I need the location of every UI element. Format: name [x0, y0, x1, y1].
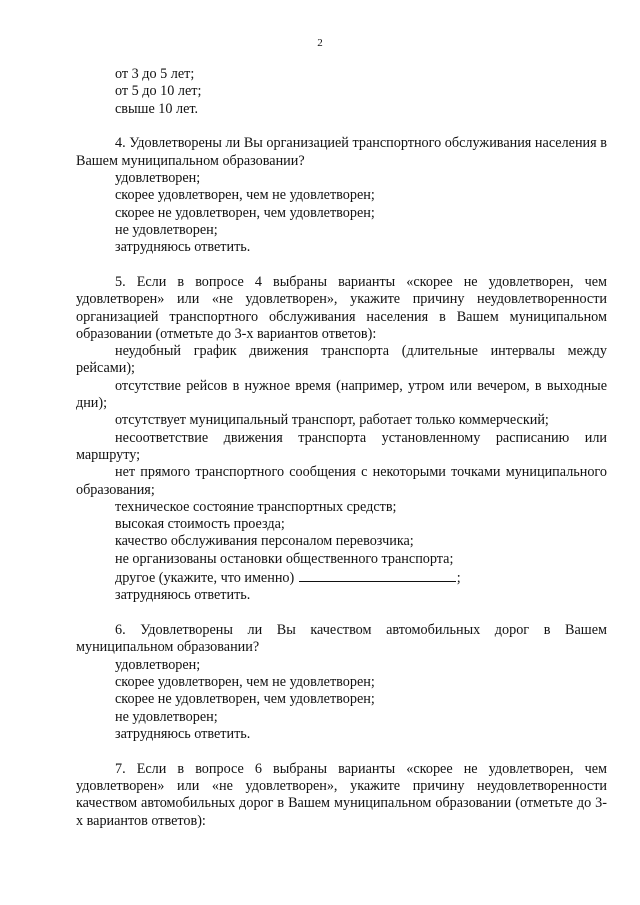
document-body — [76, 66, 607, 830]
option-item: нет прямого транспортного сообщения с некоторыми точками муниципального образования; — [76, 464, 607, 498]
option-other-suffix: ; — [456, 570, 461, 587]
section-intro-options — [76, 66, 607, 118]
question-4-text: 4. Удовлетворены ли Вы организацией транспортного обслуживания населения в Вашем муниципальном образовании? — [76, 135, 607, 169]
question-6 — [76, 622, 607, 743]
option-item: техническое состояние транспортных средств; — [115, 498, 397, 515]
question-5-text: 5. Если в вопросе 4 выбраны варианты «скорее не удовлетворен, чем удовлетворен» или «не удовлетворен», укажите причину неудовлетворенности организацией транспортного обслуживания населения в Вашем муниципальном образовании (отметьте до 3-х вариантов ответов): — [76, 273, 607, 342]
question-7-text: 7. Если в вопросе 6 выбраны варианты «скорее не удовлетворен, чем удовлетворен» или «не удовлетворен», укажите причину неудовлетворенности качеством автомобильных дорог в Вашем муниципальном образовании (отметьте до 3-х вариантов ответов): — [76, 760, 607, 829]
question-7 — [76, 761, 607, 830]
option-item: скорее не удовлетворен, чем удовлетворен; — [115, 691, 375, 708]
option-other — [76, 568, 607, 587]
option-item: от 3 до 5 лет; — [115, 66, 195, 82]
option-item: свыше 10 лет. — [115, 100, 199, 117]
other-answer-blank[interactable] — [299, 568, 456, 582]
option-other-label: другое (укажите, что именно) — [115, 570, 295, 587]
page-number: 2 — [317, 37, 323, 49]
option-item: не удовлетворен; — [115, 221, 218, 238]
option-item: скорее удовлетворен, чем не удовлетворен; — [115, 187, 375, 204]
option-item: скорее удовлетворен, чем не удовлетворен; — [115, 674, 375, 690]
option-item: несоответствие движения транспорта установленному расписанию или маршруту; — [76, 429, 607, 463]
option-item: от 5 до 10 лет; — [115, 83, 202, 100]
question-5 — [76, 274, 607, 605]
option-item: удовлетворен; — [115, 656, 201, 673]
question-6-text: 6. Удовлетворены ли Вы качеством автомобильных дорог в Вашем муниципальном образовании? — [76, 622, 607, 656]
option-item: высокая стоимость проезда; — [115, 516, 285, 533]
option-item: неудобный график движения транспорта (длительные интервалы между рейсами); — [76, 343, 607, 377]
option-item: качество обслуживания персоналом перевозчика; — [115, 533, 414, 550]
option-item: удовлетворен; — [115, 169, 201, 186]
option-item: не удовлетворен; — [115, 708, 218, 725]
question-4 — [76, 135, 607, 256]
option-item: скорее не удовлетворен, чем удовлетворен; — [115, 204, 375, 221]
option-item: затрудняюсь ответить. — [115, 725, 251, 742]
option-item: затрудняюсь ответить. — [115, 239, 251, 256]
option-item: отсутствие рейсов в нужное время (например, утром или вечером, в выходные дни); — [76, 377, 607, 412]
option-item: не организованы остановки общественного транспорта; — [115, 550, 454, 567]
option-item: затрудняюсь ответить. — [115, 587, 251, 604]
option-item: отсутствует муниципальный транспорт, работает только коммерческий; — [115, 412, 549, 429]
